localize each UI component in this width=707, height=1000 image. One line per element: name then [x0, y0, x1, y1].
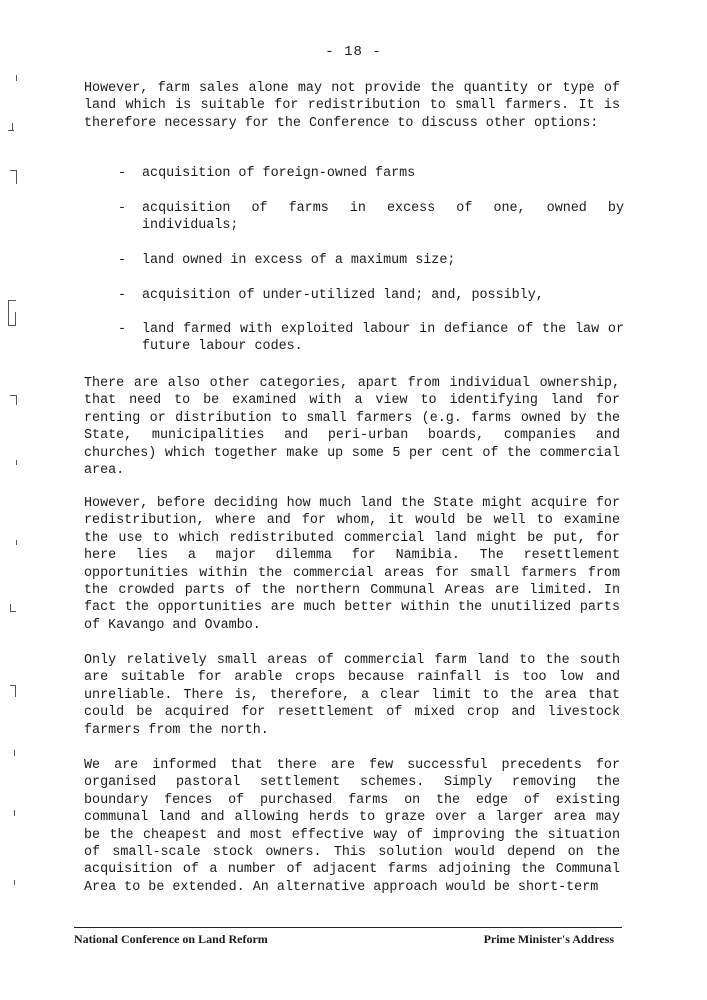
option-item-5: [118, 321, 624, 356]
bullet-dash: -: [118, 253, 127, 268]
body-paragraph-1: There are also other categories, apart from individual ownership, that need to be examined with a view to identifying land for renting or distribution to small farmers (e.g. farms owned by the State, municipalities and peri-urban boards, companies and churches) which together make up some 5 per cent of the commercial area.: [84, 376, 620, 479]
option-text: land farmed with exploited labour in defiance of the law or future labour codes.: [142, 322, 624, 355]
option-text: acquisition of under-utilized land; and, possibly,: [142, 288, 544, 303]
option-text: acquisition of foreign-owned farms: [142, 166, 416, 181]
body-paragraph-3: Only relatively small areas of commercial farm land to the south are suitable for arable crops because rainfall is too low and unreliable. There is, therefore, a clear limit to the area that could be acquired for resettlement of mixed crop and livestock farmers from the north.: [84, 653, 620, 738]
option-item-3: [118, 252, 624, 269]
body-paragraph-4: We are informed that there are few successful precedents for organised pastoral settlement schemes. Simply removing the boundary fences of purchased farms on the edge of existing communal land and allowing herds to graze over a larger area may be the cheapest and most effective way of improving the situation of small-scale stock owners. This solution would depend on the acquisition of a number of adjacent farms adjoining the Communal Area to be extended. An alternative approach would be short-term: [84, 758, 620, 895]
option-item-2: [118, 200, 624, 235]
option-item-1: [118, 165, 624, 182]
footer: [74, 932, 614, 947]
option-item-4: [118, 287, 624, 304]
bullet-dash: -: [118, 201, 127, 216]
bullet-dash: -: [118, 322, 127, 337]
footer-rule: [74, 927, 622, 928]
intro-paragraph: However, farm sales alone may not provide the quantity or type of land which is suitable for redistribution to small farmers. It is therefore necessary for the Conference to discuss other options:: [84, 81, 620, 131]
option-text: acquisition of farms in excess of one, owned by individuals;: [142, 201, 624, 234]
footer-right: Prime Minister's Address: [483, 932, 614, 946]
body-paragraph-2: However, before deciding how much land the State might acquire for redistribution, where and for whom, it would be well to examine the use to which redistributed commercial land might be put, for here lies a major dilemma for Namibia. The resettlement opportunities within the commercial areas for small farmers from the crowded parts of the northern Communal Areas are limited. In fact the opportunities are much better within the unutilized parts of Kavango and Ovambo.: [84, 496, 620, 633]
bullet-dash: -: [118, 288, 127, 303]
option-text: land owned in excess of a maximum size;: [142, 253, 456, 268]
footer-left: National Conference on Land Reform: [74, 932, 268, 946]
bullet-dash: -: [118, 166, 127, 181]
page-number: - 18 -: [325, 44, 382, 60]
